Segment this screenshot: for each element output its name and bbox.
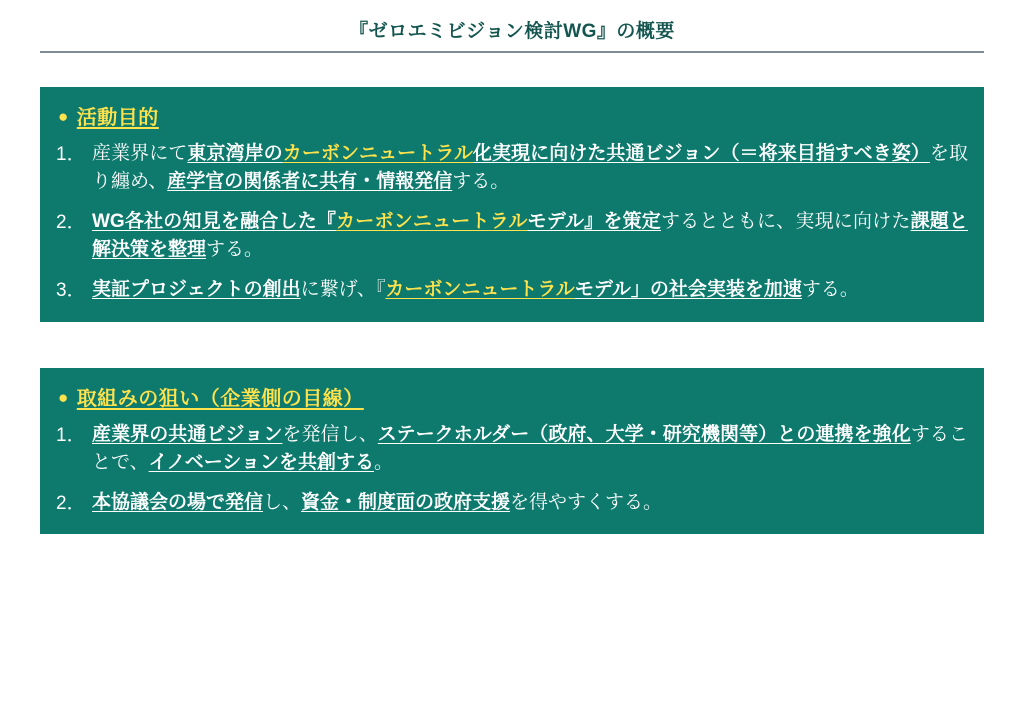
text-run: モデル』を策定 <box>527 211 661 233</box>
list-item-body <box>92 276 968 304</box>
bullet-icon: ● <box>58 107 69 126</box>
text-run-highlight: カーボンニュートラル <box>336 211 528 233</box>
list-item-body <box>92 489 968 517</box>
text-run: 課題と解決策を整理 <box>92 211 968 261</box>
list-item <box>56 421 968 477</box>
list-item-number: 2． <box>56 212 86 234</box>
page-title: 『ゼロエミビジョン検討WG』の概要 <box>349 21 675 42</box>
text-run: する。 <box>452 171 510 193</box>
text-run: 産業界にて <box>92 143 188 164</box>
text-run-highlight: カーボンニュートラル <box>385 279 575 301</box>
text-run: する。 <box>206 239 264 261</box>
text-run: 資金・制度面の政府支援 <box>301 491 511 513</box>
bullet-icon: ● <box>58 387 69 407</box>
text-run-highlight: カーボンニュートラル <box>282 143 473 164</box>
list-item-body <box>92 140 968 196</box>
text-run: 産学官の関係者に共有・情報発信 <box>167 171 453 193</box>
section-panel-activity-purpose <box>40 87 984 322</box>
text-run: し、 <box>263 491 302 513</box>
text-run: する。 <box>801 279 859 301</box>
list-item-number: 1． <box>56 144 86 165</box>
list-item-number: 3． <box>56 280 86 302</box>
section-heading-label: 取組みの狙い（企業側の目線） <box>76 387 364 410</box>
list-item-body <box>92 208 968 264</box>
text-run: 実証プロジェクトの創出 <box>92 279 301 301</box>
text-run: 化実現に向けた共通ビジョン（＝将来目指すべき姿） <box>472 143 930 164</box>
text-run: WG各社の知見を融合した『 <box>92 211 337 233</box>
list-item-number: 1． <box>56 424 86 446</box>
text-run: 。 <box>373 451 393 473</box>
text-run: ステークホルダー（政府、大学・研究機関等）との連携を強化 <box>377 423 911 445</box>
text-run: イノベーションを共創する <box>148 451 374 473</box>
text-run: に繋げ、『 <box>300 279 386 301</box>
list-item-body <box>92 421 968 477</box>
text-run: することで、 <box>92 423 968 473</box>
list-item <box>56 140 968 196</box>
text-run: 本協議会の場で発信 <box>92 491 264 513</box>
footer-space <box>0 534 1024 580</box>
list-item-number: 2． <box>56 492 86 514</box>
title-divider <box>40 51 984 53</box>
text-run: を取り纏め、 <box>92 143 968 193</box>
text-run: を発信し、 <box>282 423 378 445</box>
list-item <box>56 208 968 264</box>
list-item <box>56 489 968 518</box>
section-heading <box>58 101 968 130</box>
text-run: モデル」の社会実装を加速 <box>574 279 802 301</box>
text-run: を得やすくする。 <box>510 491 663 513</box>
section-heading <box>58 382 968 411</box>
section-heading-label: 活動目的 <box>76 107 159 129</box>
section-panel-initiative-aim <box>40 368 984 534</box>
text-run: するとともに、実現に向けた <box>660 211 911 233</box>
text-run: 東京湾岸の <box>187 143 283 164</box>
list-item <box>56 276 968 305</box>
text-run: 産業界の共通ビジョン <box>92 423 283 445</box>
